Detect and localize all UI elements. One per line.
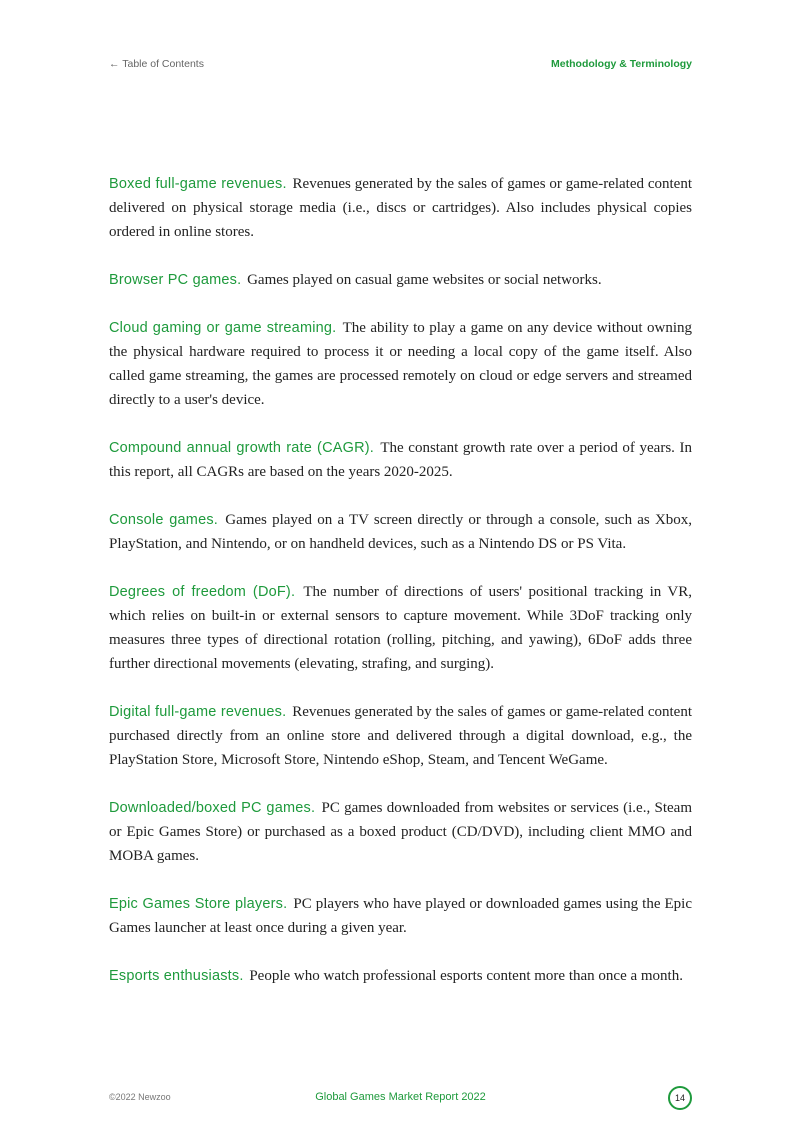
glossary-entry	[109, 172, 692, 244]
glossary-term: Browser PC games.	[109, 272, 242, 288]
glossary-term: Downloaded/boxed PC games.	[109, 800, 316, 816]
glossary-term: Cloud gaming or game streaming.	[109, 320, 337, 336]
copyright-notice: ©2022 Newzoo	[109, 1092, 171, 1102]
glossary-definition: The constant growth rate over a period of years. In this report, all CAGRs are based on the years 2020-2025.	[109, 440, 692, 480]
glossary-definition: PC players who have played or downloaded games using the Epic Games launcher at least once during a given year.	[109, 896, 692, 936]
glossary-entry	[109, 580, 692, 676]
glossary-entry	[109, 508, 692, 556]
report-title: Global Games Market Report 2022	[315, 1091, 486, 1103]
glossary-entry	[109, 268, 692, 292]
glossary-definition: The number of directions of users' positional tracking in VR, which relies on built-in or external sensors to capture movement. While 3DoF tracking only measures three types of directional rotation (rolling, pitching, and yawing), 6DoF adds three further directional movements (elevating, strafing, and surging).	[109, 584, 692, 672]
page-footer	[109, 1086, 692, 1110]
glossary-definition: Games played on casual game websites or social networks.	[247, 272, 602, 288]
page-header	[109, 58, 692, 74]
glossary-entry	[109, 964, 692, 988]
section-title: Methodology & Terminology	[551, 58, 692, 70]
glossary-term: Esports enthusiasts.	[109, 968, 244, 984]
glossary-definition: People who watch professional esports content more than once a month.	[249, 968, 683, 984]
glossary-definition: Games played on a TV screen directly or through a console, such as Xbox, PlayStation, and Nintendo, or on handheld devices, such as a Nintendo DS or PS Vita.	[109, 512, 693, 552]
glossary-term: Epic Games Store players.	[109, 896, 288, 912]
table-of-contents-link[interactable]: ← Table of Contents	[109, 58, 204, 70]
page-number: 14	[668, 1086, 692, 1110]
glossary-definition: The ability to play a game on any device without owning the physical hardware required to process it or needing a local copy of the game itself. Also called game streaming, the games are processed remotely on cloud or edge servers and streamed directly to a user's device.	[109, 320, 692, 408]
glossary-definition: PC games downloaded from websites or services (i.e., Steam or Epic Games Store) or purchased as a boxed product (CD/DVD), including client MMO and MOBA games.	[109, 800, 692, 864]
glossary-term: Boxed full-game revenues.	[109, 176, 287, 192]
glossary-term: Compound annual growth rate (CAGR).	[109, 440, 375, 456]
glossary-term: Digital full-game revenues.	[109, 704, 287, 720]
glossary-definition: Revenues generated by the sales of games or game-related content delivered on physical storage media (i.e., discs or cartridges). Also includes physical copies ordered in online stores.	[109, 176, 692, 240]
glossary-entry	[109, 796, 692, 868]
glossary-entry	[109, 892, 692, 940]
glossary-term: Console games.	[109, 512, 219, 528]
glossary-entry	[109, 316, 692, 412]
glossary-entry	[109, 700, 692, 772]
glossary-content	[109, 172, 692, 1012]
glossary-term: Degrees of freedom (DoF).	[109, 584, 296, 600]
glossary-definition: Revenues generated by the sales of games or game-related content purchased directly from an online store and delivered through a digital download, e.g., the PlayStation Store, Microsoft Store, Nintendo eShop, Steam, and Tencent WeGame.	[109, 704, 692, 768]
glossary-entry	[109, 436, 692, 484]
